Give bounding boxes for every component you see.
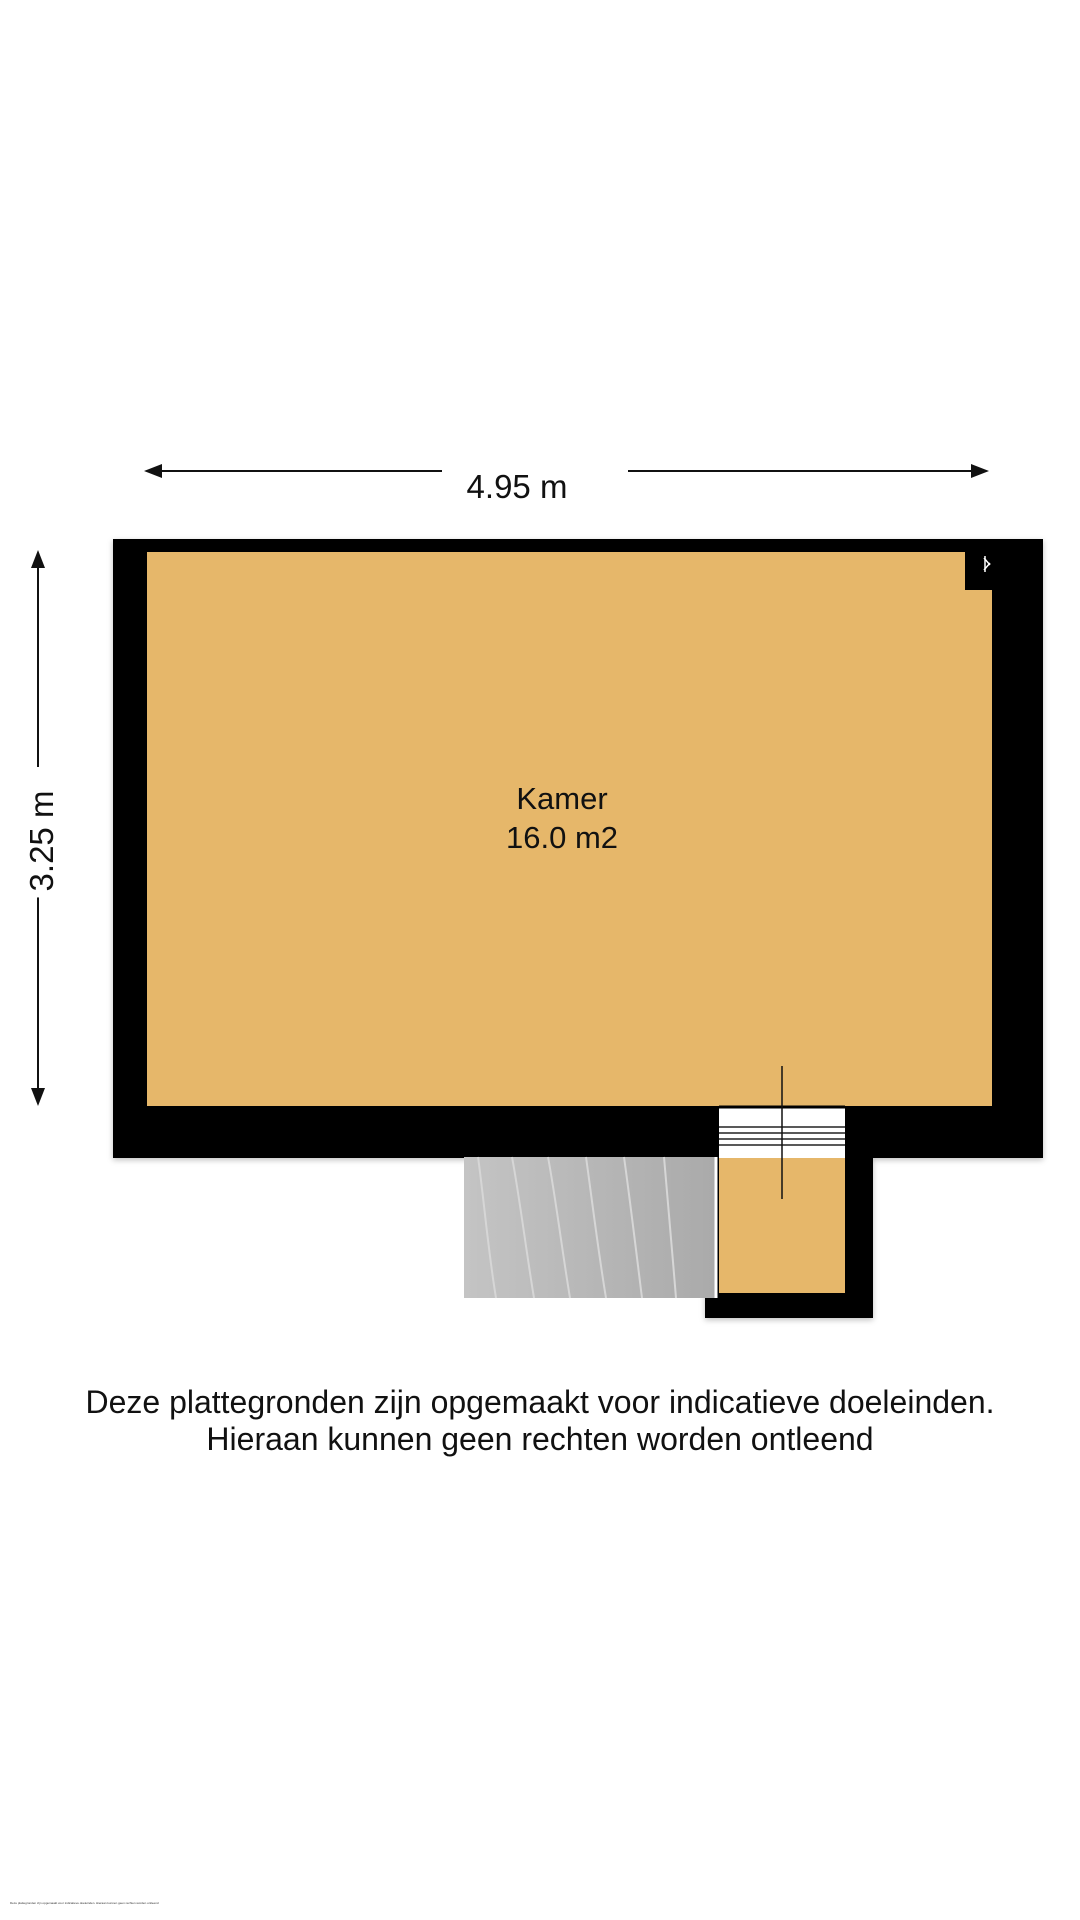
disclaimer-line-2: Hieraan kunnen geen rechten worden ontleend [206, 1421, 874, 1457]
disclaimer-line-1: Deze plattegronden zijn opgemaakt voor indicatieve doeleinden. [85, 1384, 995, 1420]
width-dimension-label: 4.95 m [442, 469, 592, 505]
height-dimension-label: 3.25 m [24, 785, 60, 898]
disclaimer-text [0, 1384, 1080, 1458]
room-area-label: 16.0 m2 [505, 820, 619, 855]
fineprint-text: Deze plattegronden zijn opgemaakt voor indicatieve doeleinden. Hieraan kunnen geen rechten worden ontleend [10, 1901, 159, 1905]
staircase [464, 1157, 716, 1298]
corner-pillar [965, 552, 992, 590]
room-name-label: Kamer [516, 781, 608, 816]
